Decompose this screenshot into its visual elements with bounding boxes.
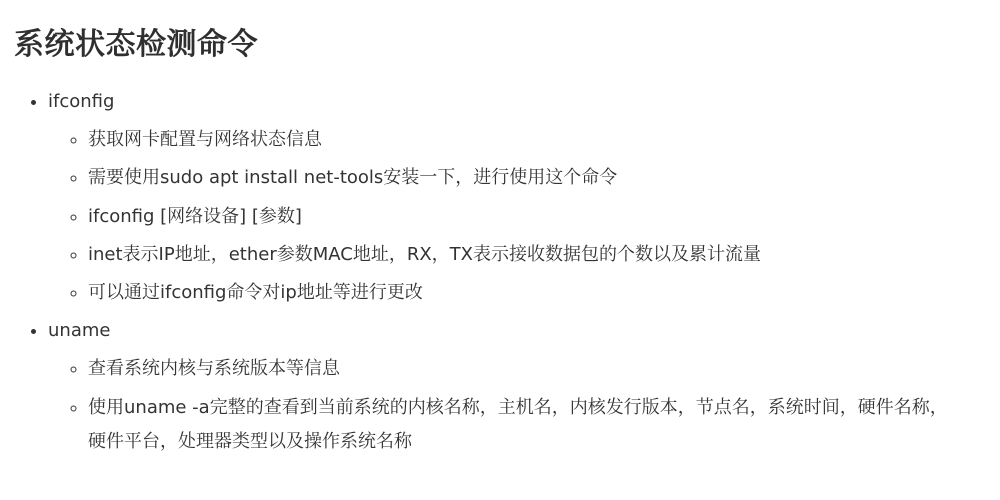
command-item-uname (48, 314, 972, 459)
list-item: ◦ 使用uname -a完整的查看到当前系统的内核名称，主机名，内核发行版本，节点名，系统时间，硬件名称，硬件平台，处理器类型以及操作系统名称 (88, 391, 972, 459)
command-item-ifconfig (48, 85, 972, 310)
list-item: ◦ 获取网卡配置与网络状态信息 (88, 123, 972, 157)
command-label-ifconfig: ifconfig (48, 91, 115, 112)
list-item: ◦ inet表示IP地址，ether参数MAC地址，RX，TX表示接收数据包的个数以及累计流量 (88, 238, 972, 272)
list-item: ◦ 可以通过ifconfig命令对ip地址等进行更改 (88, 276, 972, 310)
ifconfig-detail-list (48, 123, 972, 310)
list-item: ◦ 需要使用sudo apt install net-tools安装一下，进行使用这个命令 (88, 161, 972, 195)
uname-detail-list (48, 352, 972, 459)
list-item: ◦ ifconfig [网络设备] [参数] (88, 200, 972, 234)
list-item: ◦ 查看系统内核与系统版本等信息 (88, 352, 972, 386)
command-list (14, 85, 972, 459)
command-label-uname: uname (48, 320, 111, 342)
page-title: 系统状态检测命令 (14, 27, 258, 62)
